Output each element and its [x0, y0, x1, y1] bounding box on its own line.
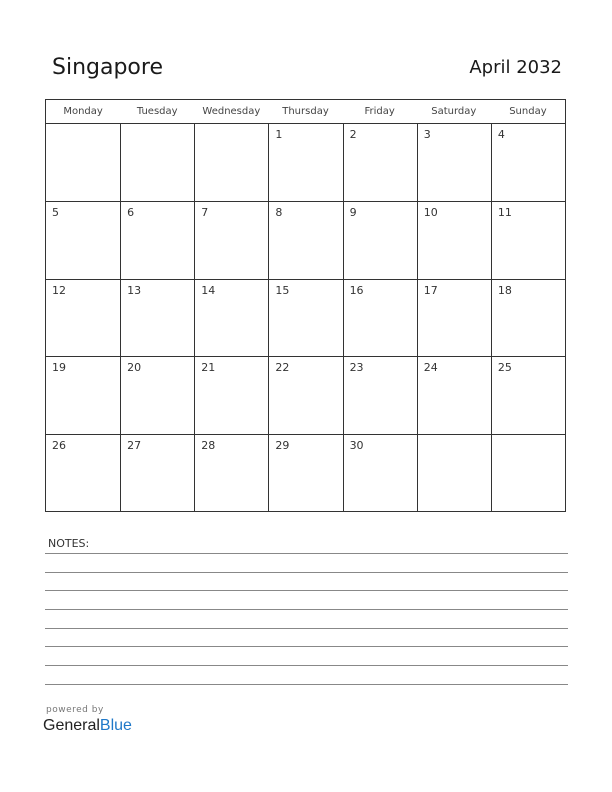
- weekday-thursday: Thursday: [282, 106, 329, 117]
- day-cell: [417, 435, 491, 511]
- day-cell: 22: [268, 357, 342, 433]
- note-line: [45, 590, 568, 591]
- brand-general-text: General: [43, 717, 100, 734]
- day-cell: [491, 435, 565, 511]
- weekday-monday: Monday: [63, 106, 103, 117]
- brand-blue-text: Blue: [99, 717, 132, 734]
- brand-logo: [43, 717, 132, 735]
- day-cell: 23: [343, 357, 417, 433]
- weekday-tuesday: Tuesday: [136, 106, 178, 117]
- day-cell: 2: [343, 124, 417, 201]
- note-line: [45, 553, 568, 554]
- day-cell: 1: [268, 124, 342, 201]
- day-cell: 14: [194, 280, 268, 356]
- day-cell: 13: [120, 280, 194, 356]
- week-row-2: [46, 201, 565, 278]
- day-cell: 7: [194, 202, 268, 278]
- day-cell: 12: [52, 283, 66, 297]
- day-cell: [194, 124, 268, 201]
- day-cell: 15: [268, 280, 342, 356]
- day-cell: 4: [491, 124, 565, 201]
- day-cell: 20: [120, 357, 194, 433]
- note-line: [45, 646, 568, 647]
- note-line: [45, 609, 568, 610]
- weekday-header-row: [46, 100, 565, 124]
- day-cell: 18: [491, 280, 565, 356]
- weekday-wednesday: Wednesday: [202, 106, 261, 117]
- day-cell: [120, 124, 194, 201]
- calendar-grid: [45, 99, 566, 512]
- day-cell: 27: [120, 435, 194, 511]
- weekday-saturday: Saturday: [431, 106, 477, 117]
- day-cell: 19: [52, 361, 66, 375]
- week-row-3: [46, 279, 565, 356]
- powered-by-text: powered by: [46, 705, 104, 715]
- day-cell: 21: [194, 357, 268, 433]
- note-line: [45, 572, 568, 573]
- day-cell: 24: [417, 357, 491, 433]
- weekday-friday: Friday: [364, 106, 395, 117]
- day-cell: 30: [343, 435, 417, 511]
- weekday-sunday: Sunday: [509, 106, 547, 117]
- note-line: [45, 665, 568, 666]
- week-row-5: [46, 434, 565, 511]
- day-cell: 8: [268, 202, 342, 278]
- day-cell: 28: [194, 435, 268, 511]
- month-year-title: April 2032: [469, 57, 562, 78]
- note-line: [45, 628, 568, 629]
- day-cell: 25: [491, 357, 565, 433]
- country-title: Singapore: [52, 55, 163, 80]
- day-cell: 10: [417, 202, 491, 278]
- notes-label: NOTES:: [48, 537, 90, 550]
- week-row-1: [46, 124, 565, 201]
- day-cell: [46, 124, 120, 201]
- day-cell: 9: [343, 202, 417, 278]
- day-cell: 3: [417, 124, 491, 201]
- day-cell: 11: [491, 202, 565, 278]
- day-cell: 16: [343, 280, 417, 356]
- day-cell: 29: [268, 435, 342, 511]
- day-cell: 6: [120, 202, 194, 278]
- weeks-container: [46, 124, 565, 511]
- day-cell: 26: [52, 438, 66, 452]
- week-row-4: [46, 356, 565, 433]
- day-cell: 5: [52, 206, 59, 220]
- day-cell: 17: [417, 280, 491, 356]
- note-line: [45, 684, 568, 685]
